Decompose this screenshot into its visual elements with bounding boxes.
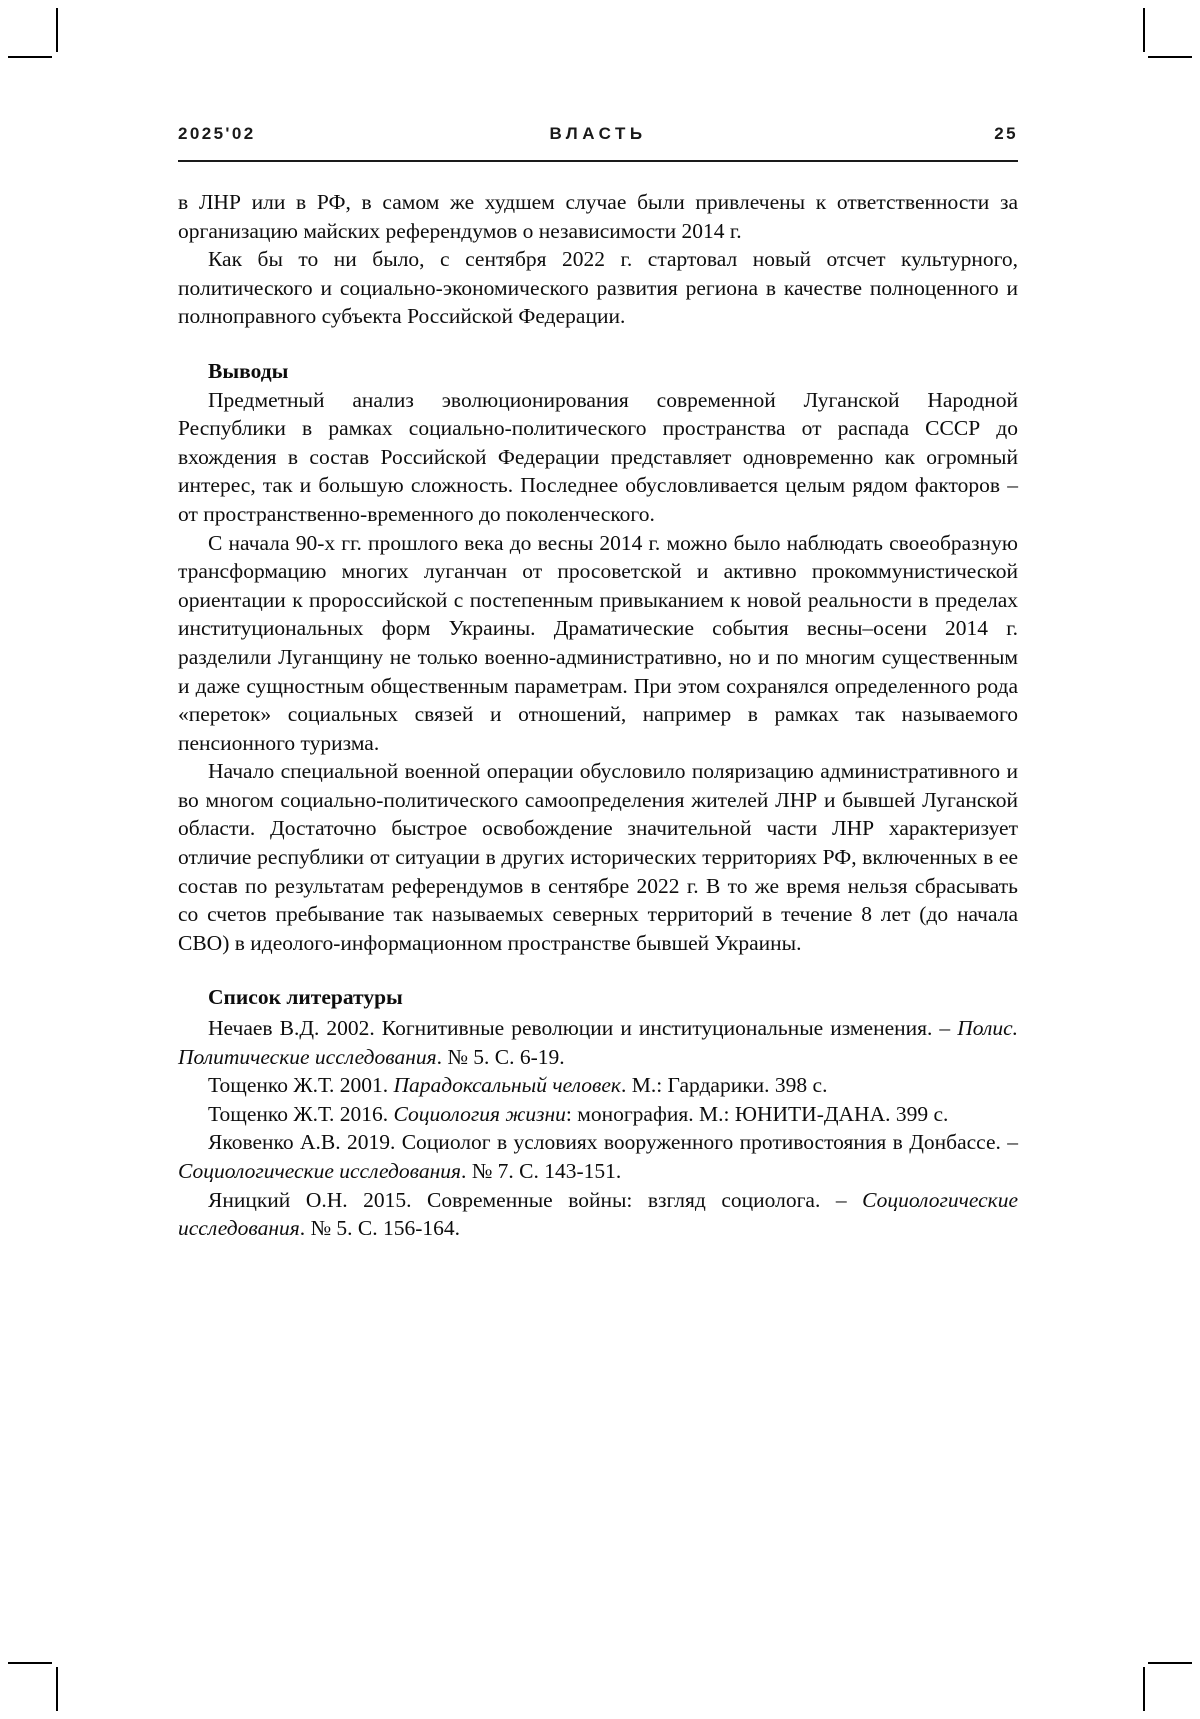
reference-item <box>178 1014 1018 1071</box>
reference-item <box>178 1186 1018 1243</box>
reference-text-pre: Яницкий О.Н. 2015. Современные войны: взгляд социолога. – <box>208 1187 863 1212</box>
paragraph: Предметный анализ эволюционирования современной Луганской Народной Республики в рамках социально-политического пространства от распада СССР до вхождения в состав Российской Федерации представляет одновременно как огромный интерес, так и большую сложность. Последнее обусловливается целым рядом факторов – от пространственно-временного до поколенческого. <box>178 387 1018 526</box>
reference-source-title: Социология жизни <box>393 1101 566 1126</box>
paragraph: С начала 90-х гг. прошлого века до весны 2014 г. можно было наблюдать своеобразную трансформацию многих луганчан от просоветской и активно прокоммунистической ориентации к пророссийской с постепенным привыканием к новой реальности в пределах институциональных форм Украины. Драматические события весны–осени 2014 г. разделили Луганщину не только военно-административно, но и по многим существенным и даже сущностным общественным параметрам. При этом сохранялся определенного рода «переток» социальных связей и отношений, например в рамках так называемого пенсионного туризма. <box>178 530 1018 755</box>
reference-text-post: . № 5. С. 156-164. <box>299 1216 460 1241</box>
page-content <box>178 120 1018 1243</box>
reference-text-post: . М.: Гардарики. 398 с. <box>620 1073 828 1098</box>
issue-label: 2025'02 <box>178 124 256 143</box>
reference-list <box>178 1014 1018 1243</box>
reference-text-pre: Нечаев В.Д. 2002. Когнитивные революции и институциональные изменения. – <box>208 1016 958 1041</box>
crop-mark-bottom-left-horizontal <box>8 1662 52 1664</box>
reference-text-post: . № 7. С. 143-151. <box>461 1159 622 1183</box>
journal-title: ВЛАСТЬ <box>549 124 647 143</box>
reference-item <box>178 1071 1018 1100</box>
reference-text-pre: Яковенко А.В. 2019. Социолог в условиях вооруженного противостояния в Донбассе. – <box>208 1130 1018 1155</box>
paragraph-continuation: в ЛНР или в РФ, в самом же худшем случае были привлечены к ответственности за организацию майских референдумов о независимости 2014 г. <box>178 190 1018 243</box>
reference-text-post: : монография. М.: ЮНИТИ-ДАНА. 399 с. <box>565 1101 949 1126</box>
reference-item <box>178 1100 1018 1129</box>
reference-text-pre: Тощенко Ж.Т. 2016. <box>208 1101 394 1126</box>
section-heading-conclusions: Выводы <box>208 358 289 383</box>
reference-source-title: Социологические исследования <box>178 1187 1018 1241</box>
crop-mark-bottom-right-vertical <box>1143 1667 1145 1711</box>
paragraph: Начало специальной военной операции обусловило поляризацию административного и во многом социально-политического самоопределения жителей ЛНР и бывшей Луганской области. Достаточно быстрое освобождение значительной части ЛНР характеризует отличие республики от ситуации в других исторических территориях РФ, включенных в ее состав по результатам референдумов в сентябре 2022 г. В то же время нельзя сбрасывать со счетов пребывание так называемых северных территорий в течение 8 лет (до начала СВО) в идеолого-информационном пространстве бывшей Украины. <box>178 759 1018 955</box>
reference-item <box>178 1128 1018 1185</box>
crop-mark-top-right-vertical <box>1143 8 1145 52</box>
page-number: 25 <box>994 124 1018 143</box>
reference-source-title: Полис. Политические исследования <box>178 1016 1018 1069</box>
crop-mark-bottom-left-vertical <box>56 1667 58 1711</box>
running-head <box>178 120 1018 162</box>
reference-source-title: Социологические исследования <box>178 1159 461 1183</box>
reference-text-post: . № 5. С. 6-19. <box>436 1044 565 1069</box>
reference-source-title: Парадоксальный человек <box>393 1073 621 1098</box>
crop-mark-bottom-right-horizontal <box>1148 1662 1192 1664</box>
section-heading-references: Список литературы <box>208 985 403 1010</box>
crop-mark-top-left-horizontal <box>8 56 52 58</box>
crop-mark-top-right-horizontal <box>1148 56 1192 58</box>
paragraph: Как бы то ни было, с сентября 2022 г. стартовал новый отсчет культурного, политического и социально-экономического развития региона в качестве полноценного и полноправного субъекта Российской Федерации. <box>178 247 1018 329</box>
reference-text-pre: Тощенко Ж.Т. 2001. <box>208 1073 394 1098</box>
crop-mark-top-left-vertical <box>56 8 58 52</box>
